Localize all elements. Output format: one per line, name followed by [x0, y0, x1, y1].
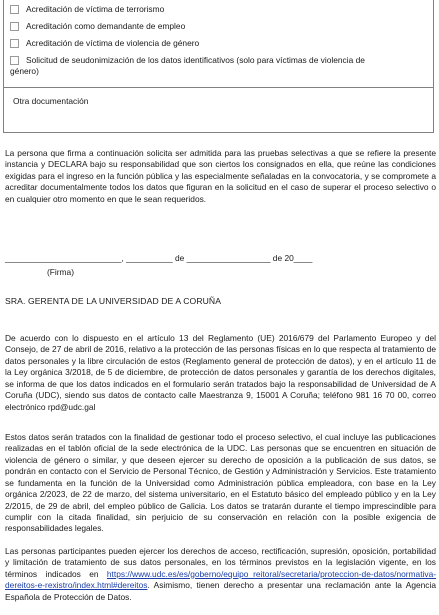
- privacy-paragraph-2: Estos datos serán tratados con la finalidad de gestionar todo el proceso selectivo, el cual incluye las publicaciones realizadas en el tablón oficial de la sede electrónica de la UDC. Las personas que se encuentren en situación de violencia de género o similar, y que deseen ejercer su derecho de oposición a la publicación de sus datos, se pondrán en contacto con el Servicio de Personal Técnico, de Gestión y Administración y Servicios. Este tratamiento se fundamenta en la función de la Universidad como Administración pública empleadora, con base en la Ley orgánica 2/2023, de 22 de marzo, del sistema universitario, en el Estatuto básico del empleado público y en la Ley 2/2015, de 29 de abril, del empleo público de Galicia. Los datos se tratarán durante el tiempo imprescindible para cumplir con la citada finalidad, sin perjuicio de su conservación en relación con la posible exigencia de responsabilidades legales.: [5, 432, 436, 534]
- checkbox-demandante-empleo[interactable]: [10, 22, 19, 31]
- documentation-box: [3, 0, 434, 133]
- rights-text-end: . Asimismo, tienen derecho a presentar una reclamación ante la Agencia Española de Protección de Datos.: [5, 580, 436, 602]
- checkbox-row-violencia-genero[interactable]: [10, 38, 199, 49]
- signature-place-date-line[interactable]: _________________________, __________ de __________________ de 20____: [5, 253, 313, 263]
- checkbox-row-demandante-empleo[interactable]: [10, 21, 185, 32]
- checkbox-label: [10, 55, 426, 78]
- checkbox-seudonimizacion[interactable]: [10, 56, 19, 65]
- checkbox-label-line1: Solicitud de seudonimización de los datos identificativos (solo para víctimas de violencia de: [26, 55, 365, 65]
- checkbox-violencia-genero[interactable]: [10, 39, 19, 48]
- checkbox-row-seudonimizacion[interactable]: [10, 55, 426, 78]
- checkbox-label: Acreditación de víctima de violencia de género: [26, 38, 200, 48]
- declaration-paragraph: La persona que firma a continuación solicita ser admitida para las pruebas selectivas a que se refiere la presente instancia y DECLARA bajo su responsabilidad que son ciertos los consignados en ella, que reúne las condiciones exigidas para el ingreso en la función pública y las especialmente señaladas en la convocatoria, y se compromete a acreditar documentalmente todos los datos que figuran en la solicitud en el caso de superar el proceso selectivo o en cualquier otro momento en que le sean requeridos.: [5, 148, 436, 204]
- addressee-heading: SRA. GERENTA DE LA UNIVERSIDAD DE A CORUÑA: [5, 296, 222, 306]
- checkbox-label: Acreditación como demandante de empleo: [26, 21, 186, 31]
- privacy-paragraph-3: [5, 546, 436, 603]
- checkbox-row-terrorismo[interactable]: [10, 4, 164, 15]
- checkbox-terrorismo[interactable]: [10, 5, 19, 14]
- checkbox-label: Acreditación de víctima de terrorismo: [26, 4, 165, 14]
- divider: [4, 87, 433, 88]
- checkbox-label-line2: género): [10, 66, 39, 77]
- firma-label: (Firma): [47, 267, 74, 277]
- rights-link[interactable]: https://www.udc.es/es/goberno/equipo_reitoral/secretaria/proteccion-de-datos/normativa-dereitos-e-rexistro/index.html#dereitos: [5, 568, 437, 591]
- otra-documentacion-label: Otra documentación: [13, 96, 89, 106]
- rights-text: Las personas participantes pueden ejercer los derechos de acceso, rectificación, supresión, oposición, portabilidad y limitación de tratamiento de sus datos personales, en los términos previstos en la legislación vigente, en los términos indicados en: [5, 546, 436, 579]
- privacy-paragraph-1: De acuerdo con lo dispuesto en el artículo 13 del Reglamento (UE) 2016/679 del Parlamento Europeo y del Consejo, de 27 de abril de 2016, relativo a la protección de las personas físicas en lo que respecta al tratamiento de datos personales y la libre circulación de estos (Reglamento general de protección de datos), y en el artículo 11 de la Ley orgánica 3/2018, de 5 de diciembre, de protección de datos personales y garantía de los derechos digitales, se informa de que los datos indicados en el formulario serán tratados bajo la responsabilidad de Universidad de A Coruña (UDC), siendo sus datos de contacto calle Maestranza 9, 15001 A Coruña; teléfono 981 16 70 00, correo electrónico rpd@udc.gal: [5, 333, 436, 412]
